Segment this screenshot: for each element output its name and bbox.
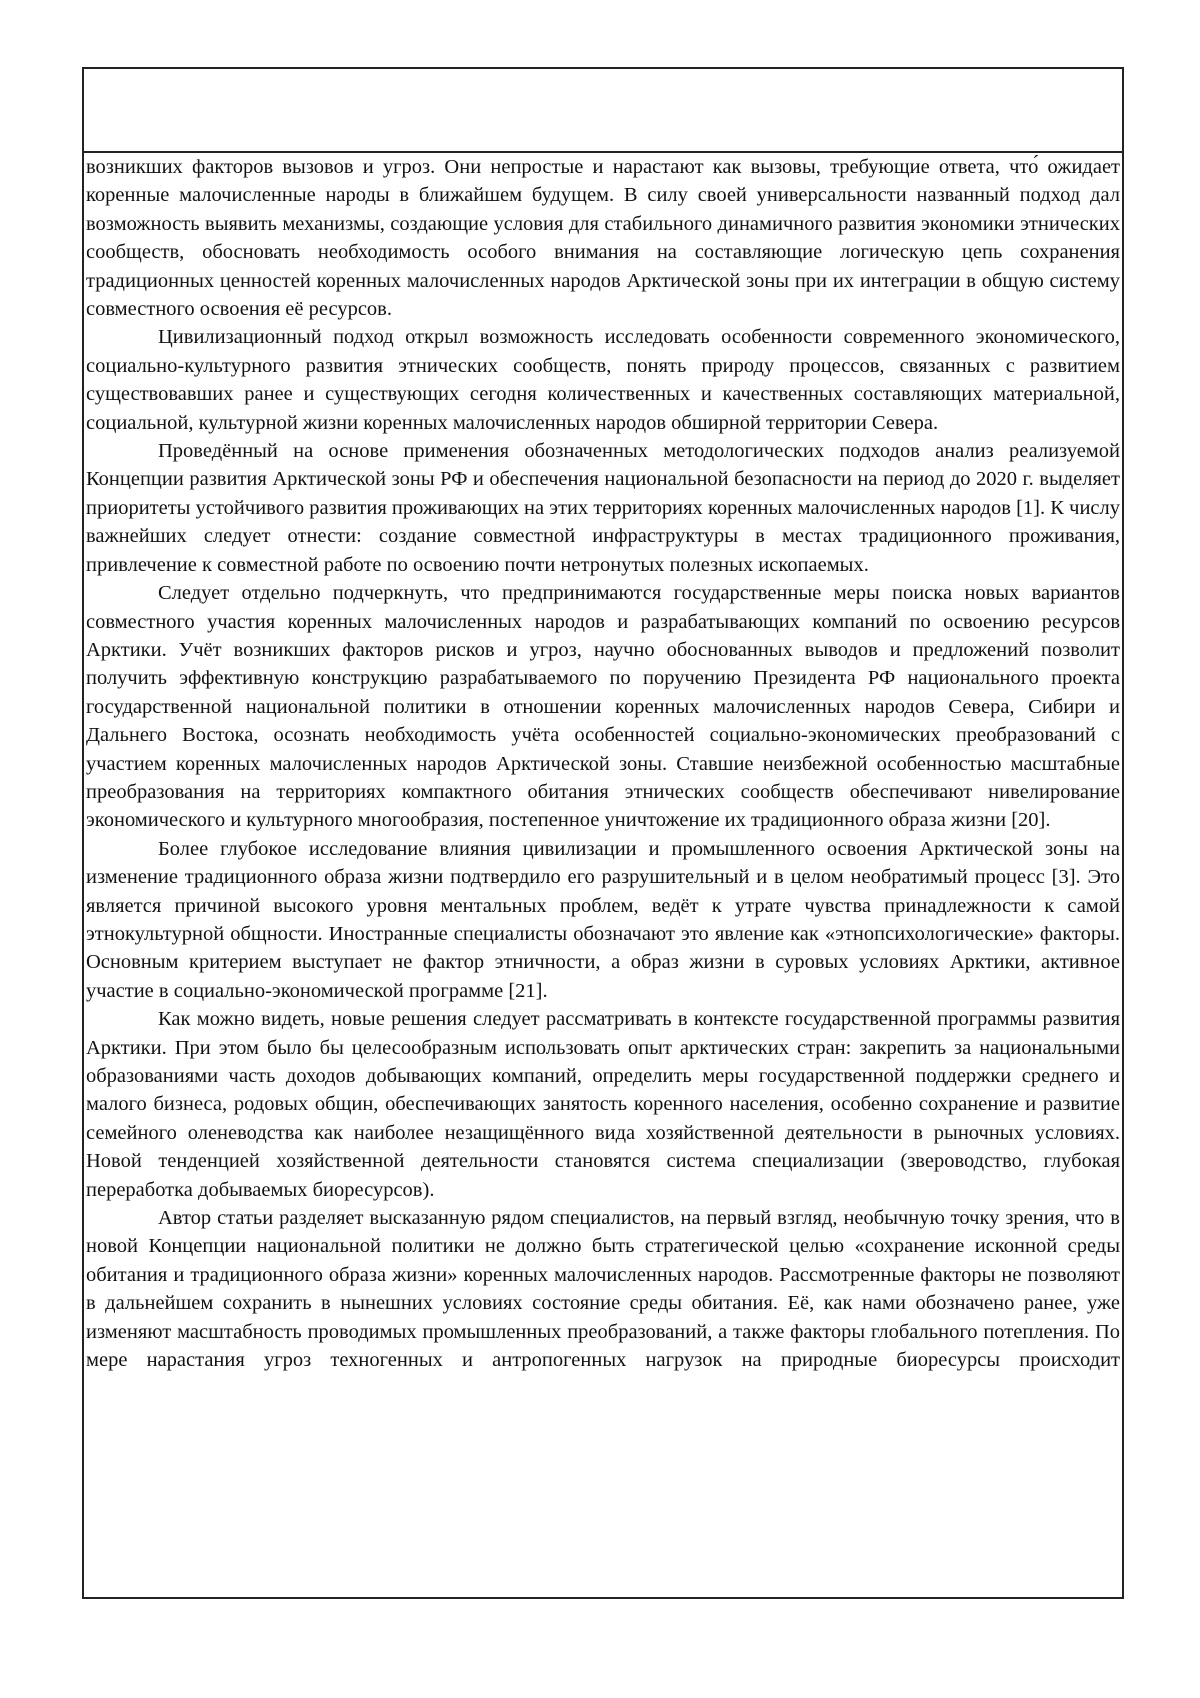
paragraph: возникших факторов вызовов и угроз. Они непростые и нарастают как вызовы, требующие ответа, что́ ожидает коренные малочисленные народы в ближайшем будущем. В силу своей универсальности названный подход дал возможность выявить механизмы, создающие условия для стабильного динамичного развития экономики этнических сообществ, обосновать необходимость особого внимания на составляющие логическую цепь сохранения традиционных ценностей коренных малочисленных народов Арктической зоны при их интеграции в общую систему совместного освоения её ресурсов. [86, 156, 1120, 321]
paragraph: Следует отдельно подчеркнуть, что предпринимаются государственные меры поиска новых вариантов совместного участия коренных малочисленных народов и разрабатывающих компаний по освоению ресурсов Арктики. Учёт возникших факторов рисков и угроз, научно обоснованных выводов и предложений позволит получить эффективную конструкцию разрабатываемого по поручению Президента РФ национального проекта государственной национальной политики в отношении коренных малочисленных народов Севера, Сибири и Дальнего Востока, осознать необходимость учёта особенностей социально-экономических преобразований с участием коренных малочисленных народов Арктической зоны. Ставшие неизбежной особенностью масштабные преобразования на территориях компактного обитания этнических сообществ обеспечивают нивелирование экономического и культурного многообразия, постепенное уничтожение их традиционного образа жизни [20]. [86, 582, 1120, 832]
page-frame [82, 67, 1124, 1599]
header-band [84, 69, 1122, 153]
paragraph: Проведённый на основе применения обозначенных методологических подходов анализ реализуемой Концепции развития Арктической зоны РФ и обеспечения национальной безопасности на период до 2020 г. выделяет приоритеты устойчивого развития проживающих на этих территориях коренных малочисленных народов [1]. К числу важнейших следует отнести: создание совместной инфраструктуры в местах традиционного проживания, привлечение к совместной работе по освоению почти нетронутых полезных ископаемых. [86, 440, 1120, 576]
paragraph: Цивилизационный подход открыл возможность исследовать особенности современного экономического, социально-культурного развития этнических сообществ, понять природу процессов, связанных с развитием существовавших ранее и существующих сегодня количественных и качественных составляющих материальной, социальной, культурной жизни коренных малочисленных народов обширной территории Севера. [86, 326, 1120, 434]
paragraph: Более глубокое исследование влияния цивилизации и промышленного освоения Арктической зоны на изменение традиционного образа жизни подтвердило его разрушительный и в целом необратимый процесс [3]. Это является причиной высокого уровня ментальных проблем, ведёт к утрате чувства принадлежности к самой этнокультурной общности. Иностранные специалисты обозначают это явление как «этнопсихологические» факторы. Основным критерием выступает не фактор этничности, а образ жизни в суровых условиях Арктики, активное участие в социально-экономической программе [21]. [86, 837, 1120, 1002]
article-text [86, 153, 1120, 1374]
paragraph: Как можно видеть, новые решения следует рассматривать в контексте государственной программы развития Арктики. При этом было бы целесообразным использовать опыт арктических стран: закрепить за национальными образованиями часть доходов добывающих компаний, определить меры государственной поддержки среднего и малого бизнеса, родовых общин, обеспечивающих занятость коренного населения, особенно сохранение и развитие семейного оленеводства как наиболее незащищённого вида хозяйственной деятельности в рыночных условиях. Новой тенденцией хозяйственной деятельности становятся система специализации (звероводство, глубокая переработка добываемых биоресурсов). [86, 1008, 1120, 1201]
paragraph: Автор статьи разделяет высказанную рядом специалистов, на первый взгляд, необычную точку зрения, что в новой Концепции национальной политики не должно быть стратегической целью «сохранение исконной среды обитания и традиционного образа жизни» коренных малочисленных народов. Рассмотренные факторы не позволяют в дальнейшем сохранить в нынешних условиях состояние среды обитания. Её, как нами обозначено ранее, уже изменяют масштабность проводимых промышленных преобразований, а также факторы глобального потепления. По мере нарастания угроз техногенных и антропогенных нагрузок на природные биоресурсы происходит [86, 1207, 1120, 1372]
